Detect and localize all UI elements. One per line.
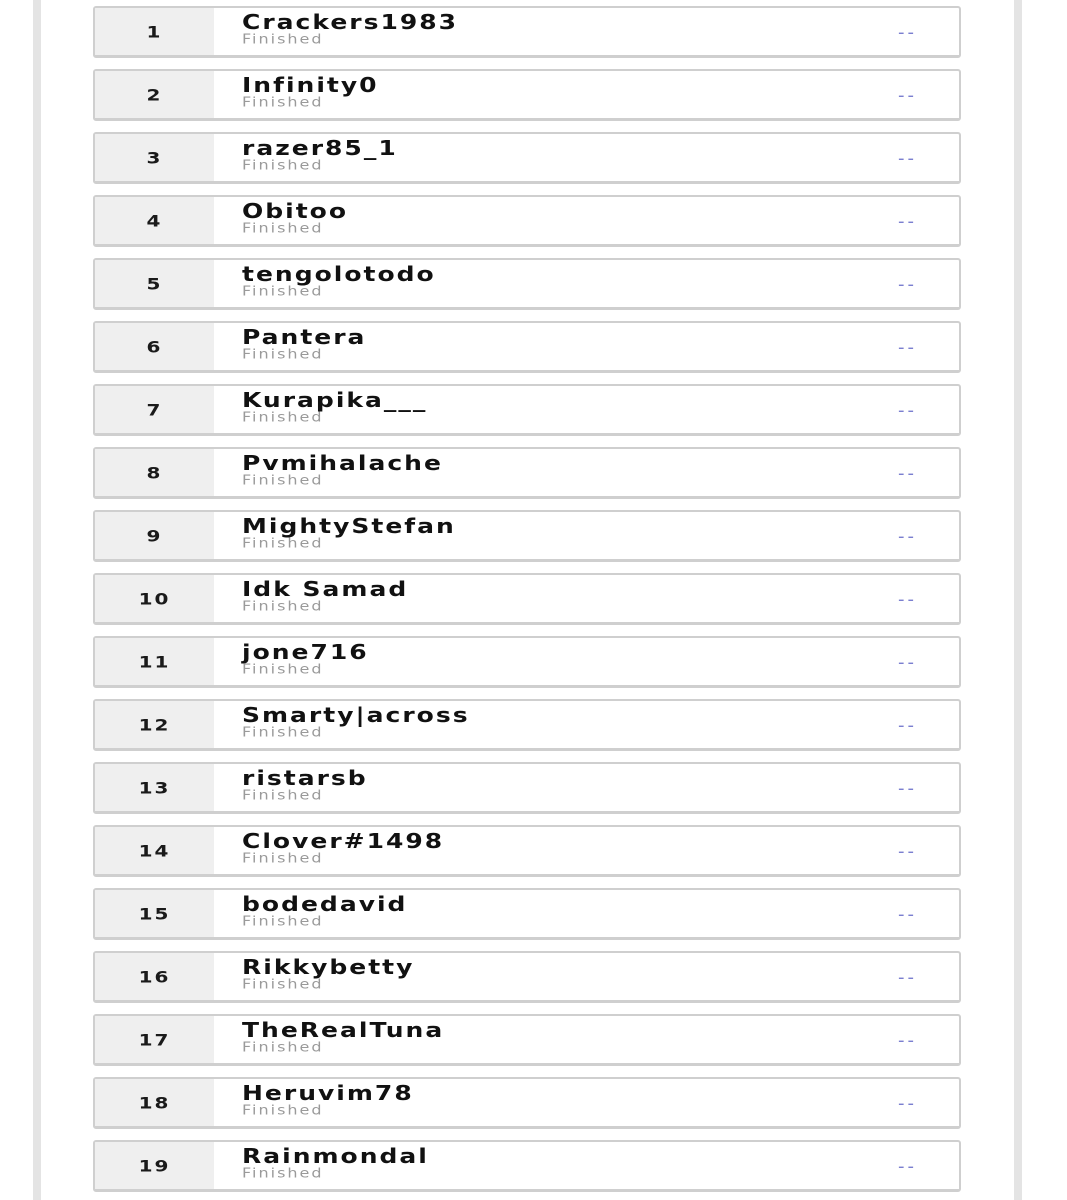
rank-cell bbox=[95, 953, 214, 1000]
left-frame-border bbox=[33, 0, 41, 1200]
rank-number: 13 bbox=[138, 777, 171, 798]
rank-number: 15 bbox=[138, 903, 171, 924]
leaderboard-row[interactable] bbox=[93, 69, 961, 121]
rank-cell bbox=[95, 638, 214, 685]
player-cell bbox=[214, 764, 959, 811]
leaderboard-row[interactable] bbox=[93, 762, 961, 814]
right-frame-border bbox=[1014, 0, 1022, 1200]
rank-cell bbox=[95, 1142, 214, 1189]
rank-number: 14 bbox=[138, 840, 171, 861]
player-cell bbox=[214, 71, 959, 118]
leaderboard-row[interactable] bbox=[93, 258, 961, 310]
score-value: -- bbox=[898, 1093, 917, 1114]
player-name: Rikkybetty bbox=[242, 955, 415, 979]
player-name: razer85_1 bbox=[242, 136, 398, 160]
player-name: bodedavid bbox=[242, 892, 408, 916]
player-cell bbox=[214, 323, 959, 370]
player-cell bbox=[214, 953, 959, 1000]
player-status: Finished bbox=[242, 724, 324, 740]
rank-cell bbox=[95, 8, 214, 55]
leaderboard-row[interactable] bbox=[93, 1140, 961, 1192]
rank-number: 10 bbox=[138, 588, 171, 609]
player-status: Finished bbox=[242, 31, 324, 47]
rank-number: 5 bbox=[146, 273, 163, 294]
player-status: Finished bbox=[242, 409, 324, 425]
leaderboard-row[interactable] bbox=[93, 321, 961, 373]
rank-cell bbox=[95, 890, 214, 937]
rank-cell bbox=[95, 764, 214, 811]
leaderboard-row[interactable] bbox=[93, 447, 961, 499]
leaderboard-row[interactable] bbox=[93, 1077, 961, 1129]
score-value: -- bbox=[898, 85, 917, 106]
score-value: -- bbox=[898, 904, 917, 925]
player-status: Finished bbox=[242, 976, 324, 992]
player-status: Finished bbox=[242, 346, 324, 362]
score-value: -- bbox=[898, 22, 917, 43]
player-status: Finished bbox=[242, 598, 324, 614]
rank-cell bbox=[95, 1016, 214, 1063]
leaderboard-row[interactable] bbox=[93, 195, 961, 247]
rank-cell bbox=[95, 575, 214, 622]
rank-cell bbox=[95, 323, 214, 370]
score-value: -- bbox=[898, 715, 917, 736]
rank-cell bbox=[95, 701, 214, 748]
leaderboard-row[interactable] bbox=[93, 1014, 961, 1066]
score-value: -- bbox=[898, 589, 917, 610]
score-value: -- bbox=[898, 1156, 917, 1177]
player-cell bbox=[214, 386, 959, 433]
player-name: tengolotodo bbox=[242, 262, 436, 286]
leaderboard-row[interactable] bbox=[93, 888, 961, 940]
rank-number: 16 bbox=[138, 966, 171, 987]
rank-number: 3 bbox=[146, 147, 163, 168]
player-cell bbox=[214, 701, 959, 748]
score-value: -- bbox=[898, 526, 917, 547]
rank-cell bbox=[95, 197, 214, 244]
score-value: -- bbox=[898, 400, 917, 421]
leaderboard-row[interactable] bbox=[93, 636, 961, 688]
player-status: Finished bbox=[242, 220, 324, 236]
score-value: -- bbox=[898, 652, 917, 673]
leaderboard-row[interactable] bbox=[93, 384, 961, 436]
player-cell bbox=[214, 1016, 959, 1063]
player-name: Kurapika___ bbox=[242, 388, 428, 412]
player-name: Crackers1983 bbox=[242, 10, 459, 34]
rank-number: 2 bbox=[146, 84, 163, 105]
player-name: Pvmihalache bbox=[242, 451, 443, 475]
rank-cell bbox=[95, 71, 214, 118]
rank-number: 6 bbox=[146, 336, 163, 357]
rank-number: 7 bbox=[146, 399, 163, 420]
player-cell bbox=[214, 512, 959, 559]
score-value: -- bbox=[898, 841, 917, 862]
player-status: Finished bbox=[242, 472, 324, 488]
player-status: Finished bbox=[242, 850, 324, 866]
player-status: Finished bbox=[242, 913, 324, 929]
rank-number: 4 bbox=[146, 210, 163, 231]
player-status: Finished bbox=[242, 1039, 324, 1055]
rank-number: 9 bbox=[146, 525, 163, 546]
rank-number: 19 bbox=[138, 1155, 171, 1176]
player-status: Finished bbox=[242, 157, 324, 173]
leaderboard-row[interactable] bbox=[93, 825, 961, 877]
player-name: Rainmondal bbox=[242, 1144, 429, 1168]
player-name: jone716 bbox=[242, 640, 369, 664]
player-cell bbox=[214, 638, 959, 685]
player-name: Pantera bbox=[242, 325, 367, 349]
leaderboard-row[interactable] bbox=[93, 951, 961, 1003]
leaderboard-row[interactable] bbox=[93, 510, 961, 562]
player-status: Finished bbox=[242, 1102, 324, 1118]
rank-cell bbox=[95, 260, 214, 307]
player-name: TheRealTuna bbox=[242, 1018, 445, 1042]
player-status: Finished bbox=[242, 661, 324, 677]
player-cell bbox=[214, 197, 959, 244]
score-value: -- bbox=[898, 967, 917, 988]
player-name: Heruvim78 bbox=[242, 1081, 414, 1105]
leaderboard-row[interactable] bbox=[93, 6, 961, 58]
rank-cell bbox=[95, 1079, 214, 1126]
player-cell bbox=[214, 134, 959, 181]
player-cell bbox=[214, 827, 959, 874]
player-cell bbox=[214, 1079, 959, 1126]
player-status: Finished bbox=[242, 94, 324, 110]
player-status: Finished bbox=[242, 283, 324, 299]
score-value: -- bbox=[898, 211, 917, 232]
leaderboard-row[interactable] bbox=[93, 699, 961, 751]
rank-cell bbox=[95, 827, 214, 874]
rank-number: 17 bbox=[138, 1029, 171, 1050]
score-value: -- bbox=[898, 337, 917, 358]
player-status: Finished bbox=[242, 787, 324, 803]
score-value: -- bbox=[898, 274, 917, 295]
player-name: Idk Samad bbox=[242, 577, 409, 601]
rank-cell bbox=[95, 512, 214, 559]
rank-number: 8 bbox=[146, 462, 163, 483]
leaderboard-row[interactable] bbox=[93, 132, 961, 184]
rank-cell bbox=[95, 134, 214, 181]
player-name: Smarty|across bbox=[242, 703, 470, 727]
player-cell bbox=[214, 8, 959, 55]
rank-cell bbox=[95, 386, 214, 433]
player-status: Finished bbox=[242, 535, 324, 551]
leaderboard-row[interactable] bbox=[93, 573, 961, 625]
score-value: -- bbox=[898, 463, 917, 484]
player-cell bbox=[214, 890, 959, 937]
rank-cell bbox=[95, 449, 214, 496]
leaderboard-list bbox=[93, 6, 961, 1200]
score-value: -- bbox=[898, 778, 917, 799]
score-value: -- bbox=[898, 1030, 917, 1051]
player-cell bbox=[214, 575, 959, 622]
score-value: -- bbox=[898, 148, 917, 169]
rank-number: 1 bbox=[146, 21, 163, 42]
player-cell bbox=[214, 449, 959, 496]
player-name: MightyStefan bbox=[242, 514, 456, 538]
player-name: Infinity0 bbox=[242, 73, 379, 97]
rank-number: 18 bbox=[138, 1092, 171, 1113]
player-name: Clover#1498 bbox=[242, 829, 445, 853]
rank-number: 11 bbox=[138, 651, 171, 672]
player-cell bbox=[214, 1142, 959, 1189]
player-name: ristarsb bbox=[242, 766, 368, 790]
player-cell bbox=[214, 260, 959, 307]
player-status: Finished bbox=[242, 1165, 324, 1181]
rank-number: 12 bbox=[138, 714, 171, 735]
player-name: Obitoo bbox=[242, 199, 349, 223]
